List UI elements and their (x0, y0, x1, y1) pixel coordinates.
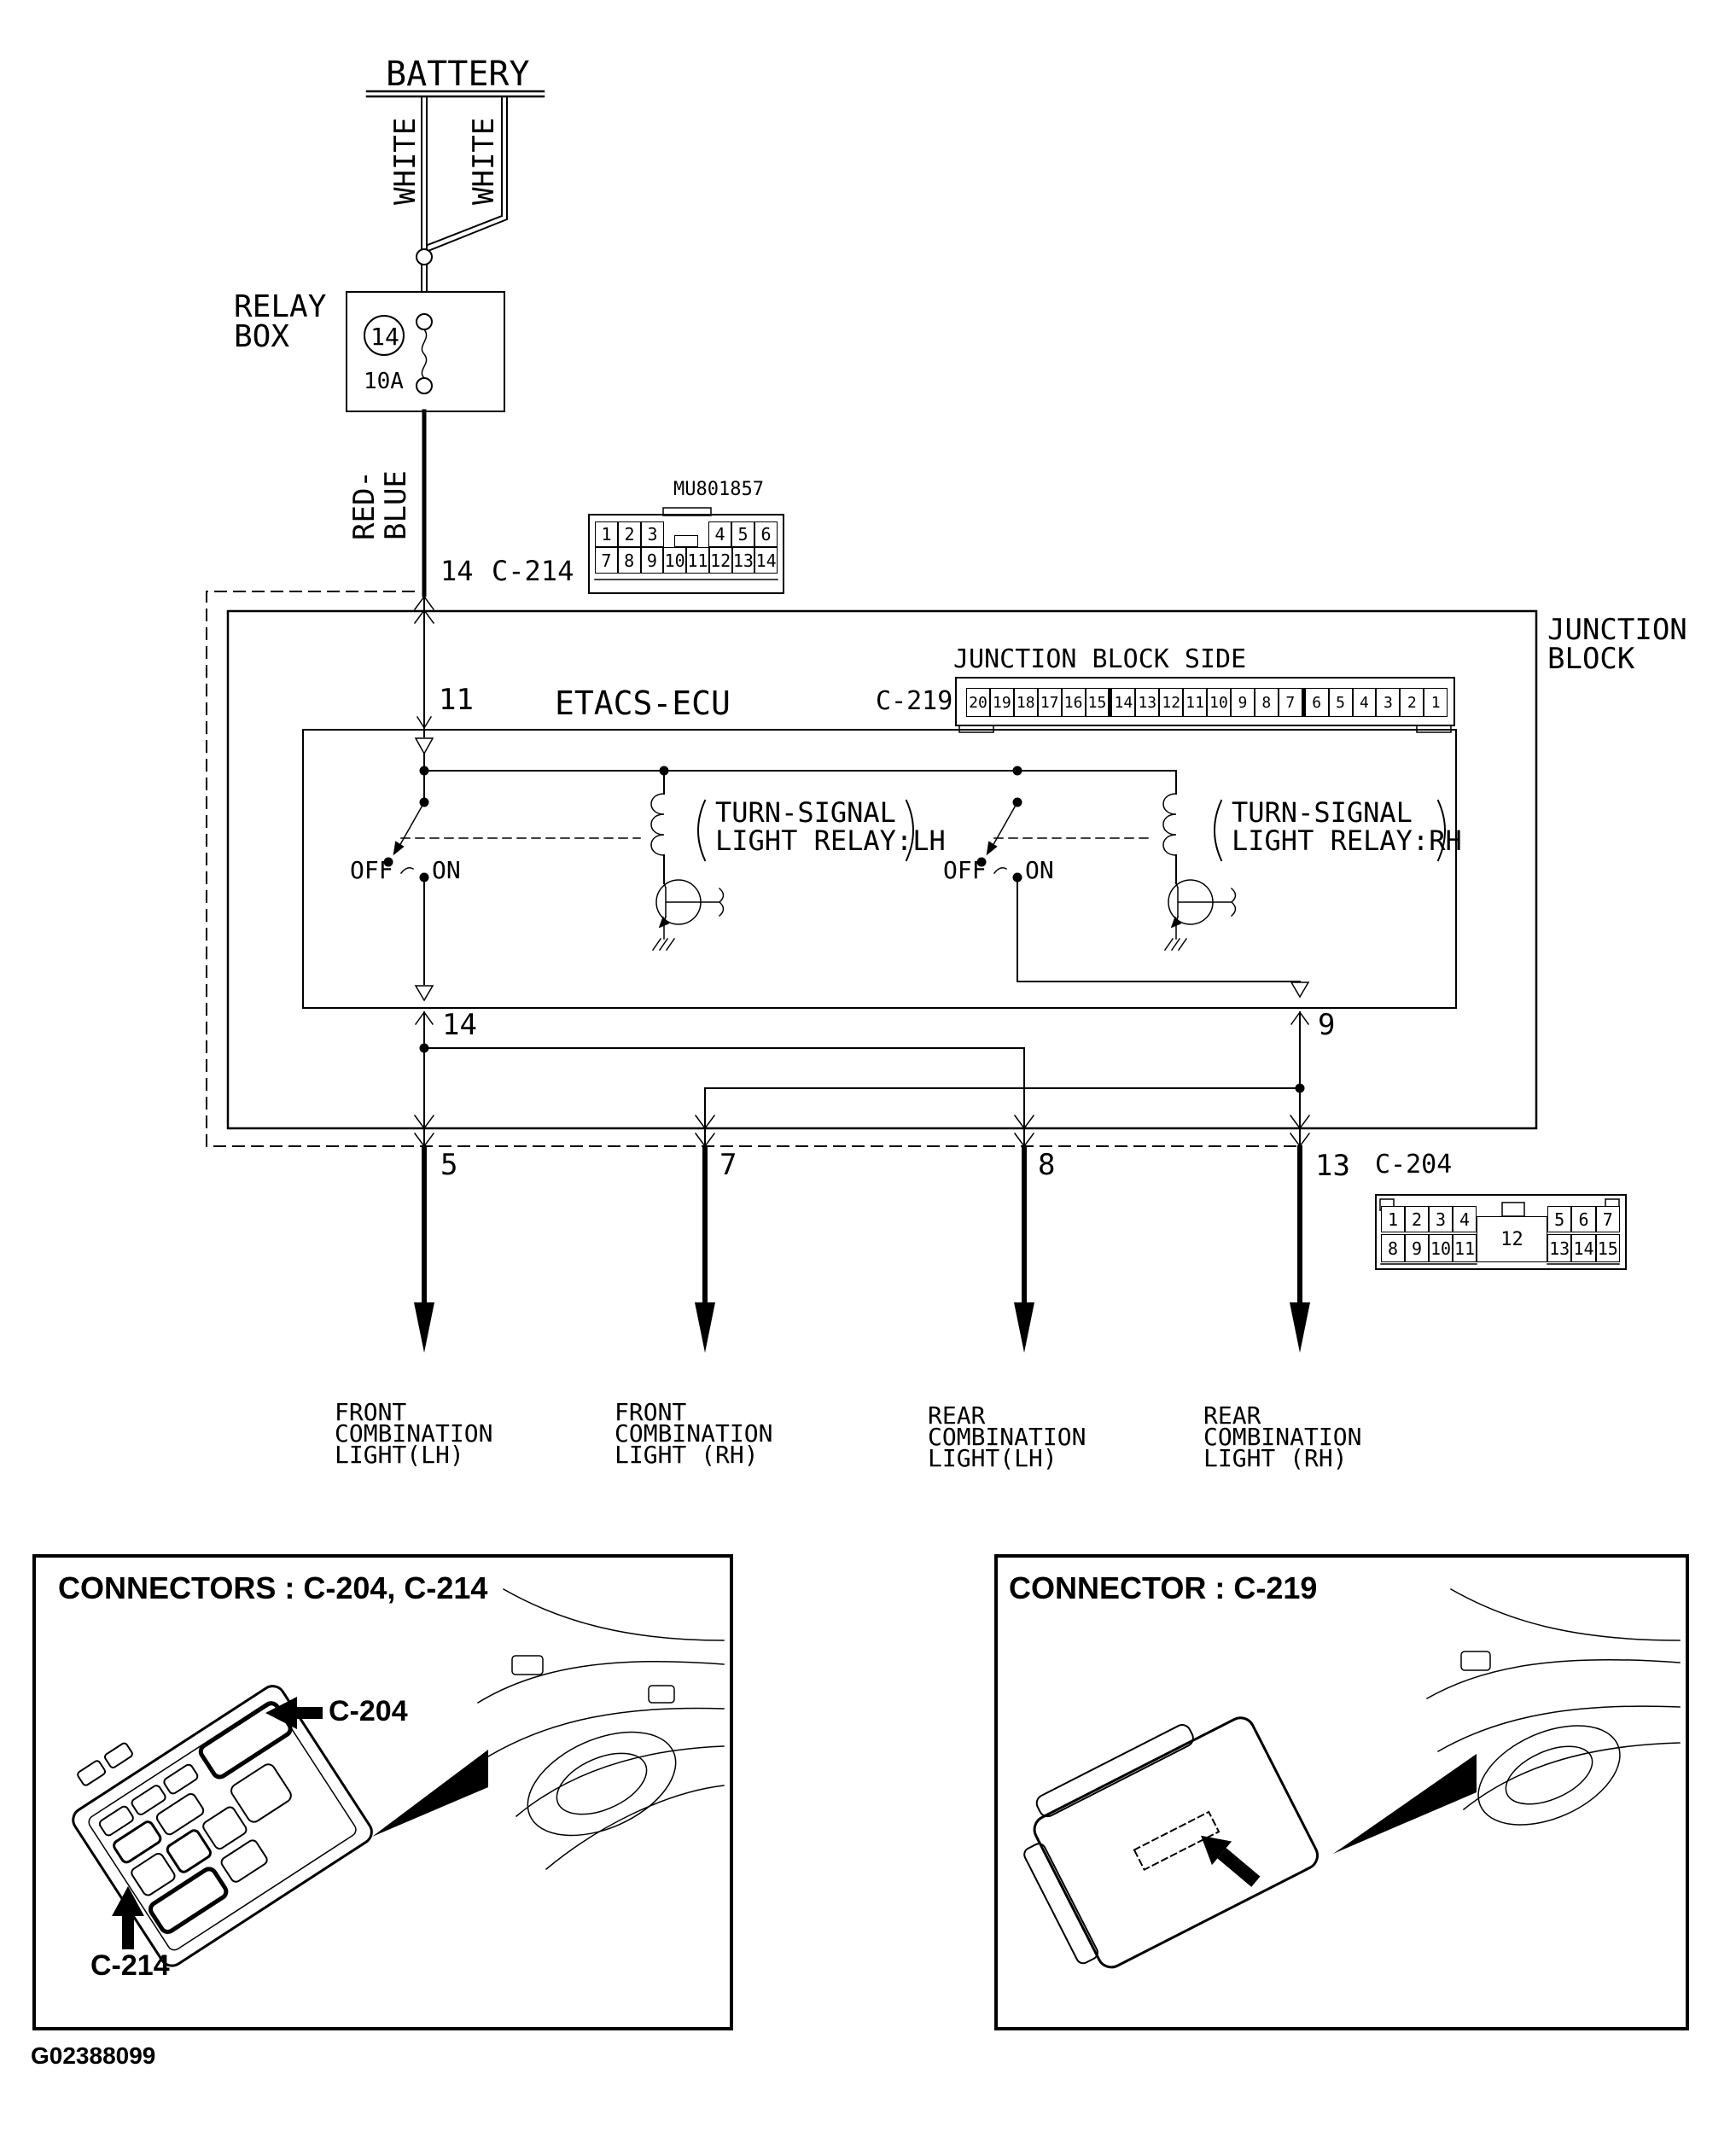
ecu-output-pin-rh: 9 (1318, 1008, 1336, 1042)
transistor-lh (653, 880, 724, 950)
c214-pin: 2 (618, 521, 641, 547)
relay-coil-rh (1163, 771, 1176, 883)
c219-pin: 17 (1038, 688, 1062, 717)
c204-pin: 6 (1571, 1206, 1595, 1232)
relay-coil-lh (651, 771, 664, 883)
relay-lh-label-2: LIGHT RELAY:LH (715, 824, 946, 857)
wire-color-white-1: WHITE (388, 117, 422, 205)
relay-lh-label-1: TURN-SIGNAL (715, 796, 896, 829)
c204-pin: 5 (1547, 1206, 1571, 1232)
c204-pin: 15 (1596, 1234, 1620, 1262)
c214-pin: 13 (732, 547, 755, 574)
c219-pin-row (966, 688, 1448, 717)
wire-color-red: RED- (347, 470, 382, 540)
c214-pin: 1 (595, 521, 618, 547)
c219-pin: 7 (1279, 688, 1302, 717)
c214-pin-row-1 (595, 521, 778, 547)
c219-pin: 8 (1255, 688, 1279, 717)
c219-pin: 18 (1014, 688, 1038, 717)
c214-pin: 9 (641, 547, 664, 574)
ecu-name: ETACS-ECU (555, 684, 731, 722)
wire-color-white-2: WHITE (467, 117, 501, 205)
ecu-input-pin: 11 (439, 683, 474, 717)
c204-pin: 10 (1429, 1234, 1453, 1262)
c219-pin: 6 (1302, 688, 1329, 717)
c204-pin: 9 (1405, 1234, 1429, 1262)
inset-right-title: CONNECTOR : C-219 (1009, 1570, 1318, 1605)
c214-pin: 7 (595, 547, 618, 574)
c214-name: C-214 (492, 555, 574, 587)
relay-box-label-1: RELAY (234, 289, 327, 324)
light-label-front-rh: FRONT COMBINATION LIGHT (RH) (615, 1398, 773, 1469)
output-wires (424, 1148, 1300, 1304)
c204-callout-arrow (265, 1697, 323, 1729)
c204-pin: 13 (1547, 1234, 1571, 1262)
c214-pin: 10 (663, 547, 686, 574)
c204-top-left (1381, 1206, 1477, 1232)
c219-pin: 12 (1159, 688, 1183, 717)
c214-callout-arrow (112, 1886, 144, 1949)
fuse-number: 14 (370, 323, 399, 351)
c219-pin: 16 (1062, 688, 1086, 717)
junction-block-illustration (1004, 1696, 1322, 1981)
ecu-output-rh (705, 1012, 1308, 1146)
c219-pin: 9 (1231, 688, 1255, 717)
output-pin-13: 13 (1315, 1149, 1350, 1183)
c219-pin: 5 (1329, 688, 1353, 717)
c214-pin: 6 (754, 521, 778, 547)
c204-pin: 8 (1381, 1234, 1405, 1262)
relay-box-label-2: BOX (234, 319, 290, 354)
c219-pin: 20 (966, 688, 990, 717)
c219-pin: 11 (1183, 688, 1207, 717)
c214-pin: 3 (641, 521, 664, 547)
junction-block-label-2: BLOCK (1547, 642, 1635, 676)
c214-pin: 5 (731, 521, 754, 547)
junction-bottom-crossings (415, 1116, 1309, 1146)
c214-pin-number: 14 (440, 555, 474, 587)
c204-pin: 14 (1571, 1234, 1595, 1262)
callout-c214: C-214 (90, 1949, 170, 1982)
light-label-rear-lh: REAR COMBINATION LIGHT(LH) (928, 1401, 1086, 1472)
switch-lh-on-label: ON (432, 856, 461, 884)
relay-rh-label-1: TURN-SIGNAL (1232, 796, 1413, 829)
light-label-rear-rh: REAR COMBINATION LIGHT (RH) (1203, 1401, 1362, 1472)
c219-pin: 14 (1109, 688, 1135, 717)
c219-callout-arrow (1191, 1824, 1265, 1894)
light-label-front-lh: FRONT COMBINATION LIGHT(LH) (335, 1398, 493, 1469)
c214-pin-row-2 (595, 547, 778, 574)
c219-pin: 2 (1400, 688, 1424, 717)
ecu-input-terminal (416, 738, 433, 754)
c204-pin: 7 (1596, 1206, 1620, 1232)
left-dashboard-illustration (478, 1589, 724, 1869)
c219-name: C-219 (876, 686, 953, 716)
c204-middle-cell: 12 (1477, 1216, 1547, 1262)
c204-pin: 11 (1453, 1234, 1477, 1262)
figure-code: G02388099 (31, 2042, 156, 2069)
wire-color-blue: BLUE (379, 470, 413, 540)
c219-pin: 19 (990, 688, 1014, 717)
switch-lh-off-label: OFF (350, 856, 393, 884)
switch-lh (394, 802, 433, 1000)
c204-bottom-right (1547, 1234, 1620, 1262)
output-arrowheads (414, 1302, 1310, 1353)
output-pin-8: 8 (1038, 1148, 1056, 1182)
output-pin-7: 7 (719, 1148, 737, 1182)
fusebox-illustration (51, 1655, 376, 1970)
c204-bottom-left (1381, 1234, 1477, 1262)
switch-rh-on-label: ON (1025, 856, 1054, 884)
switch-rh-off-label: OFF (943, 856, 987, 884)
output-pin-5: 5 (440, 1148, 458, 1182)
c204-pin: 2 (1405, 1206, 1429, 1232)
callout-c204: C-204 (329, 1695, 408, 1727)
c204-pin: 3 (1429, 1206, 1453, 1232)
ecu-output-lh (416, 1008, 1024, 1146)
ecu-output-pin-lh: 14 (442, 1008, 477, 1042)
c219-pin: 4 (1353, 688, 1377, 717)
c204-pin: 4 (1453, 1206, 1477, 1232)
c204-top-right (1547, 1206, 1620, 1232)
c214-pin: 4 (708, 521, 731, 547)
c214-latch-gap (664, 521, 708, 547)
c214-part-number: MU801857 (673, 479, 764, 500)
right-wedge-pointer (1333, 1754, 1477, 1854)
relay-rh-label-2: LIGHT RELAY:RH (1232, 824, 1462, 857)
c219-pin: 3 (1376, 688, 1400, 717)
c204-name: C-204 (1375, 1150, 1453, 1180)
c214-pin: 11 (686, 547, 709, 574)
c219-pin: 1 (1424, 688, 1448, 717)
c219-pin: 10 (1207, 688, 1231, 717)
inset-left-title: CONNECTORS : C-204, C-214 (58, 1570, 488, 1605)
junction-block-side-label: JUNCTION BLOCK SIDE (953, 644, 1247, 674)
c219-pin: 15 (1086, 688, 1110, 717)
c214-pin: 8 (618, 547, 641, 574)
junction-block-label-1: JUNCTION (1547, 613, 1687, 647)
left-wedge-pointer (372, 1750, 488, 1837)
inset-box-right (996, 1556, 1687, 2029)
battery-label: BATTERY (386, 55, 530, 94)
c214-pin: 12 (709, 547, 732, 574)
c219-pin: 13 (1135, 688, 1159, 717)
right-dashboard-illustration (1427, 1589, 1680, 1844)
fuse-rating: 10A (364, 369, 404, 394)
c204-pin: 1 (1381, 1206, 1405, 1232)
transistor-rh (1165, 880, 1236, 950)
c214-pin: 14 (754, 547, 778, 574)
